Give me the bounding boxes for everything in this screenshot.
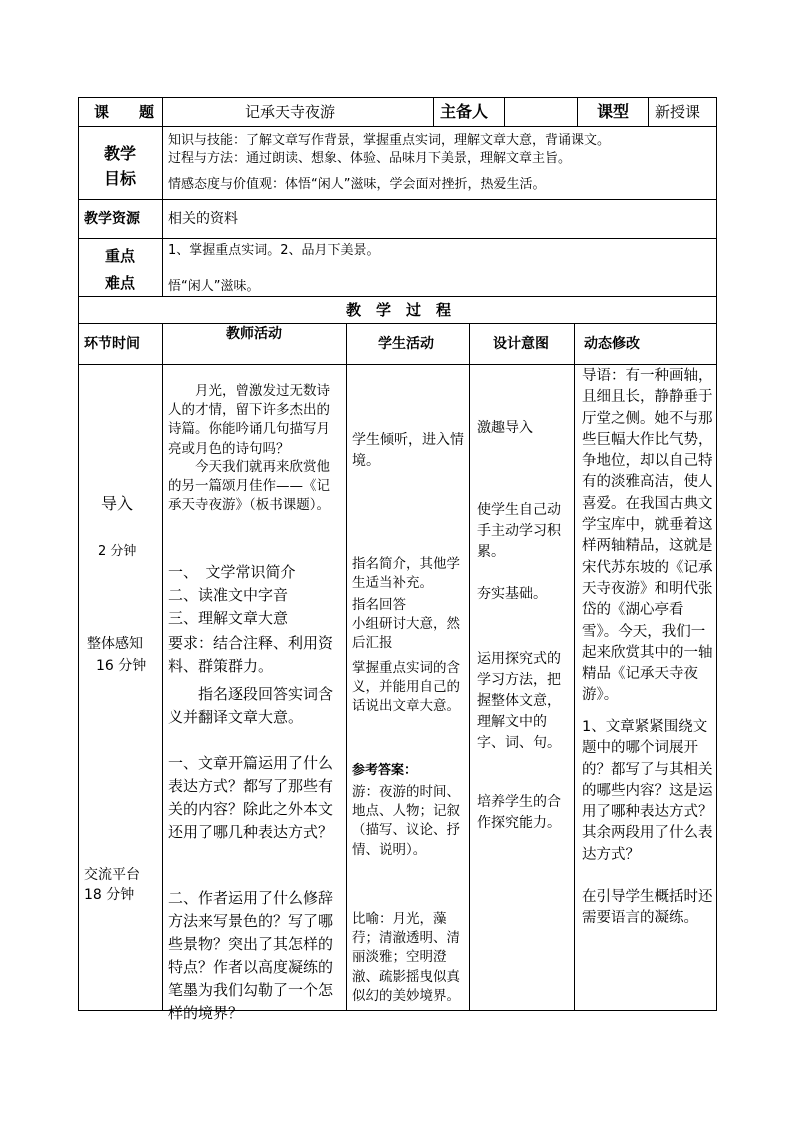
- column-header: 动态修改: [584, 336, 640, 352]
- student-activity: 游：夜游的时间、地点、人物；记叙（描写、议论、抒情、说明）。: [352, 784, 460, 858]
- course-label: 课 题: [94, 103, 155, 121]
- goal-line: 过程与方法：通过朗读、想象、体验、品味月下美景，理解文章主旨。: [168, 151, 572, 166]
- column-header: 学生活动: [378, 336, 434, 352]
- dynamic-note: 在引导学生概括时还需要语言的凝练。: [582, 889, 713, 927]
- teacher-activity-text: 今天我们就再来欣赏他的另一篇颂月佳作——《记承天寺夜游》（板书课题）。: [168, 459, 330, 514]
- goals-label-2: 目标: [104, 169, 137, 188]
- keypoints-line-1: 1、掌握重点实词。2、品月下美景。: [168, 243, 380, 258]
- column-header: 环节时间: [84, 336, 140, 352]
- design-intent: 使学生自己动手主动学习积累。: [477, 502, 561, 560]
- column-header: 设计意图: [493, 336, 549, 352]
- dynamic-note: 导语：有一种画轴，且细且长，静静垂于厅堂之侧。她不与那些巨幅大作比气势，争地位，却以自己特有的淡雅高洁，使人喜爱。在我国古典文学宝库中，就垂着这样两轴精品，这就是宋代苏东坡的《记承天寺夜游》和明代张岱的《湖心亭看雪》。今天，我们一起来欣赏其中的一轴精品《记承天寺夜游》。: [582, 368, 713, 704]
- student-activity: 学生倾听，进入情境。: [352, 432, 464, 469]
- stage-overall-time: 16 分钟: [96, 658, 147, 674]
- goal-line: 知识与技能：了解文章写作背景，掌握重点实词，理解文章大意，背诵课文。: [168, 133, 611, 148]
- goal-line: 情感态度与价值观：体悟“闲人”滋味，学会面对挫折，热爱生活。: [168, 177, 546, 192]
- teacher-activity-item: 一、 文学常识简介: [168, 563, 296, 581]
- student-activity: 指名简介，其他学生适当补充。: [352, 556, 460, 592]
- teacher-question: 二、作者运用了什么修辞方法来写景色的？写了哪些景物？突出了其怎样的特点？作者以高度凝练的笔墨为我们勾勒了一个怎样的境界？: [168, 889, 334, 1022]
- teacher-activity-requirement: 要求：结合注释、利用资料、群策群力。: [168, 634, 334, 675]
- stage-intro-time: 2 分钟: [98, 544, 137, 559]
- reference-answer-label: 参考答案：: [352, 763, 418, 778]
- keypoints-label-1: 重点: [105, 247, 136, 265]
- process-title: 教 学 过 程: [346, 301, 452, 319]
- student-activity: 小组研讨大意，然后汇报: [352, 616, 460, 652]
- resources-value: 相关的资料: [168, 211, 238, 227]
- column-header: 教师活动: [226, 326, 282, 342]
- type-value: 新授课: [655, 103, 701, 121]
- teacher-question: 一、文章开篇运用了什么表达方式？都写了那些有关的内容？除此之外本文还用了哪几种表达方式？: [168, 754, 334, 841]
- teacher-activity-item: 三、理解文章大意: [168, 609, 289, 627]
- student-activity: 比喻：月光，藻荇；清澈透明、清丽淡雅；空明澄澈、疏影摇曳似真似幻的美妙境界。: [352, 911, 460, 1004]
- keypoints-label-2: 难点: [105, 274, 136, 292]
- course-title: 记承天寺夜游: [245, 103, 336, 121]
- dynamic-note: 1、文章紧紧围绕文题中的哪个词展开的？都写了与其相关的哪些内容？这是运用了哪种表达方式？其余两段用了什么表达方式？: [582, 719, 713, 863]
- design-intent: 运用探究式的学习方法，把握整体文意，理解文中的字、词、句。: [477, 651, 561, 751]
- student-activity: 指名回答: [352, 597, 406, 613]
- stage-exchange-time: 18 分钟: [84, 887, 135, 903]
- goals-label-1: 教学: [104, 144, 137, 163]
- stage-exchange: 交流平台: [84, 867, 140, 883]
- design-intent: 激趣导入: [477, 420, 533, 436]
- design-intent: 夯实基础。: [477, 586, 547, 602]
- stage-intro: 导入: [101, 494, 134, 513]
- type-label: 课型: [597, 102, 630, 121]
- teacher-activity-text: 指名逐段回答实词含义并翻译文章大意。: [168, 685, 334, 726]
- design-intent: 培养学生的合作探究能力。: [477, 794, 561, 831]
- teacher-label: 主备人: [440, 102, 489, 121]
- resources-label: 教学资源: [84, 211, 140, 227]
- student-activity: 掌握重点实词的含义，并能用自己的话说出文章大意。: [352, 660, 460, 715]
- teacher-activity-text: 月光，曾激发过无数诗人的才情，留下许多杰出的诗篇。你能吟诵几句描写月亮或月色的诗句吗？: [168, 383, 330, 457]
- teacher-activity-item: 二、读准文中字音: [168, 586, 289, 604]
- stage-overall: 整体感知: [87, 636, 143, 652]
- keypoints-line-2: 悟“闲人”滋味。: [168, 279, 260, 294]
